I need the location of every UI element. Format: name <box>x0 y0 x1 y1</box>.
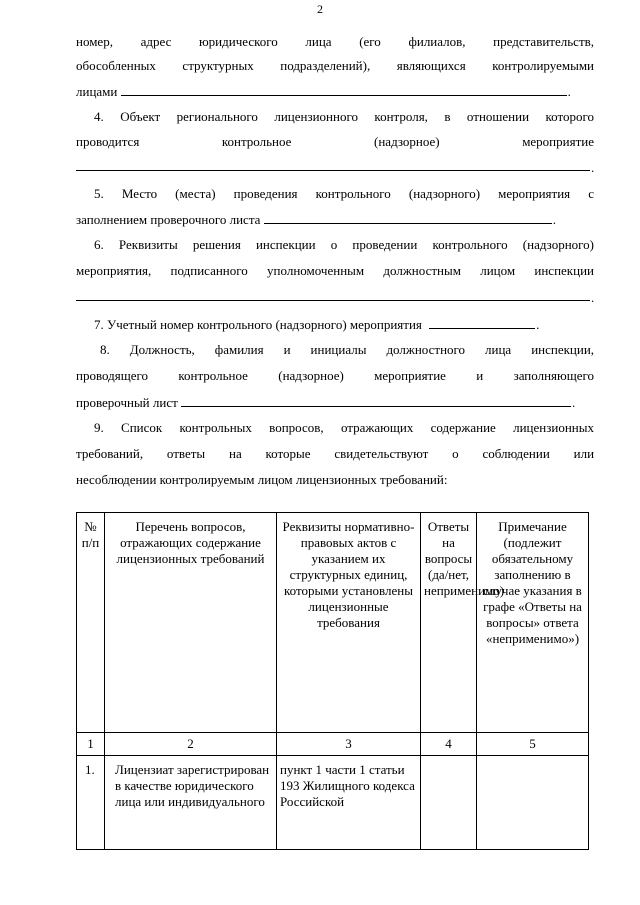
word: мероприятие <box>374 368 446 383</box>
fill-line-legal-entity[interactable] <box>121 83 567 96</box>
p8-line3 <box>76 394 594 410</box>
word: номер, <box>76 34 113 49</box>
page-number: 2 <box>317 2 323 16</box>
row-note-cell[interactable] <box>477 756 589 850</box>
word: адрес <box>140 34 172 49</box>
word: и <box>283 342 291 357</box>
p4-line1: 4. Объект регионального лицензионного контроля, в отношении которого <box>94 109 594 124</box>
fill-line-record-number[interactable] <box>429 316 535 329</box>
word: лица <box>305 34 332 49</box>
p4-line2 <box>76 134 594 150</box>
p7-line1 <box>94 316 594 332</box>
word: мероприятие <box>522 134 594 149</box>
header-answers: Ответы на вопросы (да/нет, неприменимо) <box>421 513 477 733</box>
p5-line1: 5. Место (места) проведения контрольного (надзорного) мероприятия с <box>94 186 594 201</box>
p9-line1: 9. Список контрольных вопросов, отражающих содержание лицензионных <box>94 420 594 435</box>
header-notes: Примечание (подлежит обязательному заполнению в случае указания в графе «Ответы на вопросы» ответа «неприменимо») <box>477 513 589 733</box>
word: подразделений), <box>280 58 371 73</box>
word: 8. Должность, <box>100 342 195 357</box>
checklist-table <box>76 512 589 850</box>
word: соблюдении <box>482 446 550 461</box>
column-number: 2 <box>105 733 277 756</box>
p3-line3 <box>76 83 594 99</box>
word: должностного <box>386 342 466 357</box>
table-header-row <box>77 513 589 733</box>
p7-line1-text: 7. Учетный номер контрольного (надзорного) мероприятия <box>94 317 422 332</box>
fill-line-object[interactable] <box>76 170 590 171</box>
period: . <box>567 84 571 99</box>
fill-line-place[interactable] <box>264 211 552 224</box>
word: проводящего <box>76 368 149 383</box>
word: обособленных <box>76 58 156 73</box>
column-number: 1 <box>77 733 105 756</box>
period: . <box>591 160 595 175</box>
word: о <box>452 446 459 461</box>
word: контрольное <box>178 368 248 383</box>
word: контролируемыми <box>492 58 595 73</box>
row-reference: пункт 1 части 1 статьи 193 Жилищного кодекса Российской <box>277 756 421 850</box>
word: или <box>573 446 595 461</box>
p3-line3-text: лицами <box>76 84 118 99</box>
p6-line2: мероприятия, подписанного уполномоченным должностным лицом инспекции <box>76 263 594 278</box>
period: . <box>552 212 556 227</box>
row-question: Лицензиат зарегистрирован в качестве юридического лица или индивидуального <box>105 756 277 850</box>
fill-line-official[interactable] <box>181 394 571 407</box>
p5-line2 <box>76 211 594 227</box>
p3-line1 <box>76 34 594 50</box>
word: структурных <box>182 58 254 73</box>
word: и <box>476 368 484 383</box>
table-row <box>77 756 589 850</box>
column-number: 5 <box>477 733 589 756</box>
fill-line-decision[interactable] <box>76 300 590 301</box>
word: юридического <box>198 34 278 49</box>
word: (его <box>359 34 381 49</box>
p8-line3-text: проверочный лист <box>76 395 178 410</box>
word: инспекции, <box>531 342 595 357</box>
period: . <box>591 290 595 305</box>
p3-line2 <box>76 58 594 74</box>
word: (надзорное) <box>374 134 440 149</box>
word: требований, <box>76 446 144 461</box>
row-number: 1. <box>77 756 105 850</box>
word: проводится <box>76 134 140 149</box>
p8-line2 <box>76 368 594 384</box>
header-questions: Перечень вопросов, отражающих содержание лицензионных требований <box>105 513 277 733</box>
word: (надзорное) <box>278 368 344 383</box>
header-references: Реквизиты нормативно-правовых актов с указанием их структурных единиц, которыми установлены лицензионные требования <box>277 513 421 733</box>
word: являющихся <box>396 58 466 73</box>
p8-line1 <box>100 342 594 358</box>
p6-line1: 6. Реквизиты решения инспекции о проведении контрольного (надзорного) <box>94 237 594 252</box>
row-answer-cell[interactable] <box>421 756 477 850</box>
column-number: 3 <box>277 733 421 756</box>
word: ответы <box>166 446 206 461</box>
word: на <box>228 446 242 461</box>
p9-line2 <box>76 446 594 462</box>
word: фамилия <box>214 342 264 357</box>
word: заполняющего <box>513 368 595 383</box>
word: инициалы <box>310 342 367 357</box>
word: представительств, <box>493 34 595 49</box>
period: . <box>572 395 576 410</box>
word: свидетельствуют <box>334 446 429 461</box>
p5-line2-text: заполнением проверочного листа <box>76 212 261 227</box>
period: . <box>536 317 540 332</box>
header-number: № п/п <box>77 513 105 733</box>
word: которые <box>265 446 311 461</box>
word: филиалов, <box>408 34 466 49</box>
word: лица <box>485 342 512 357</box>
column-numbers-row <box>77 733 589 756</box>
word: контрольное <box>221 134 292 149</box>
p9-line3: несоблюдении контролируемым лицом лицензионных требований: <box>76 472 448 487</box>
column-number: 4 <box>421 733 477 756</box>
